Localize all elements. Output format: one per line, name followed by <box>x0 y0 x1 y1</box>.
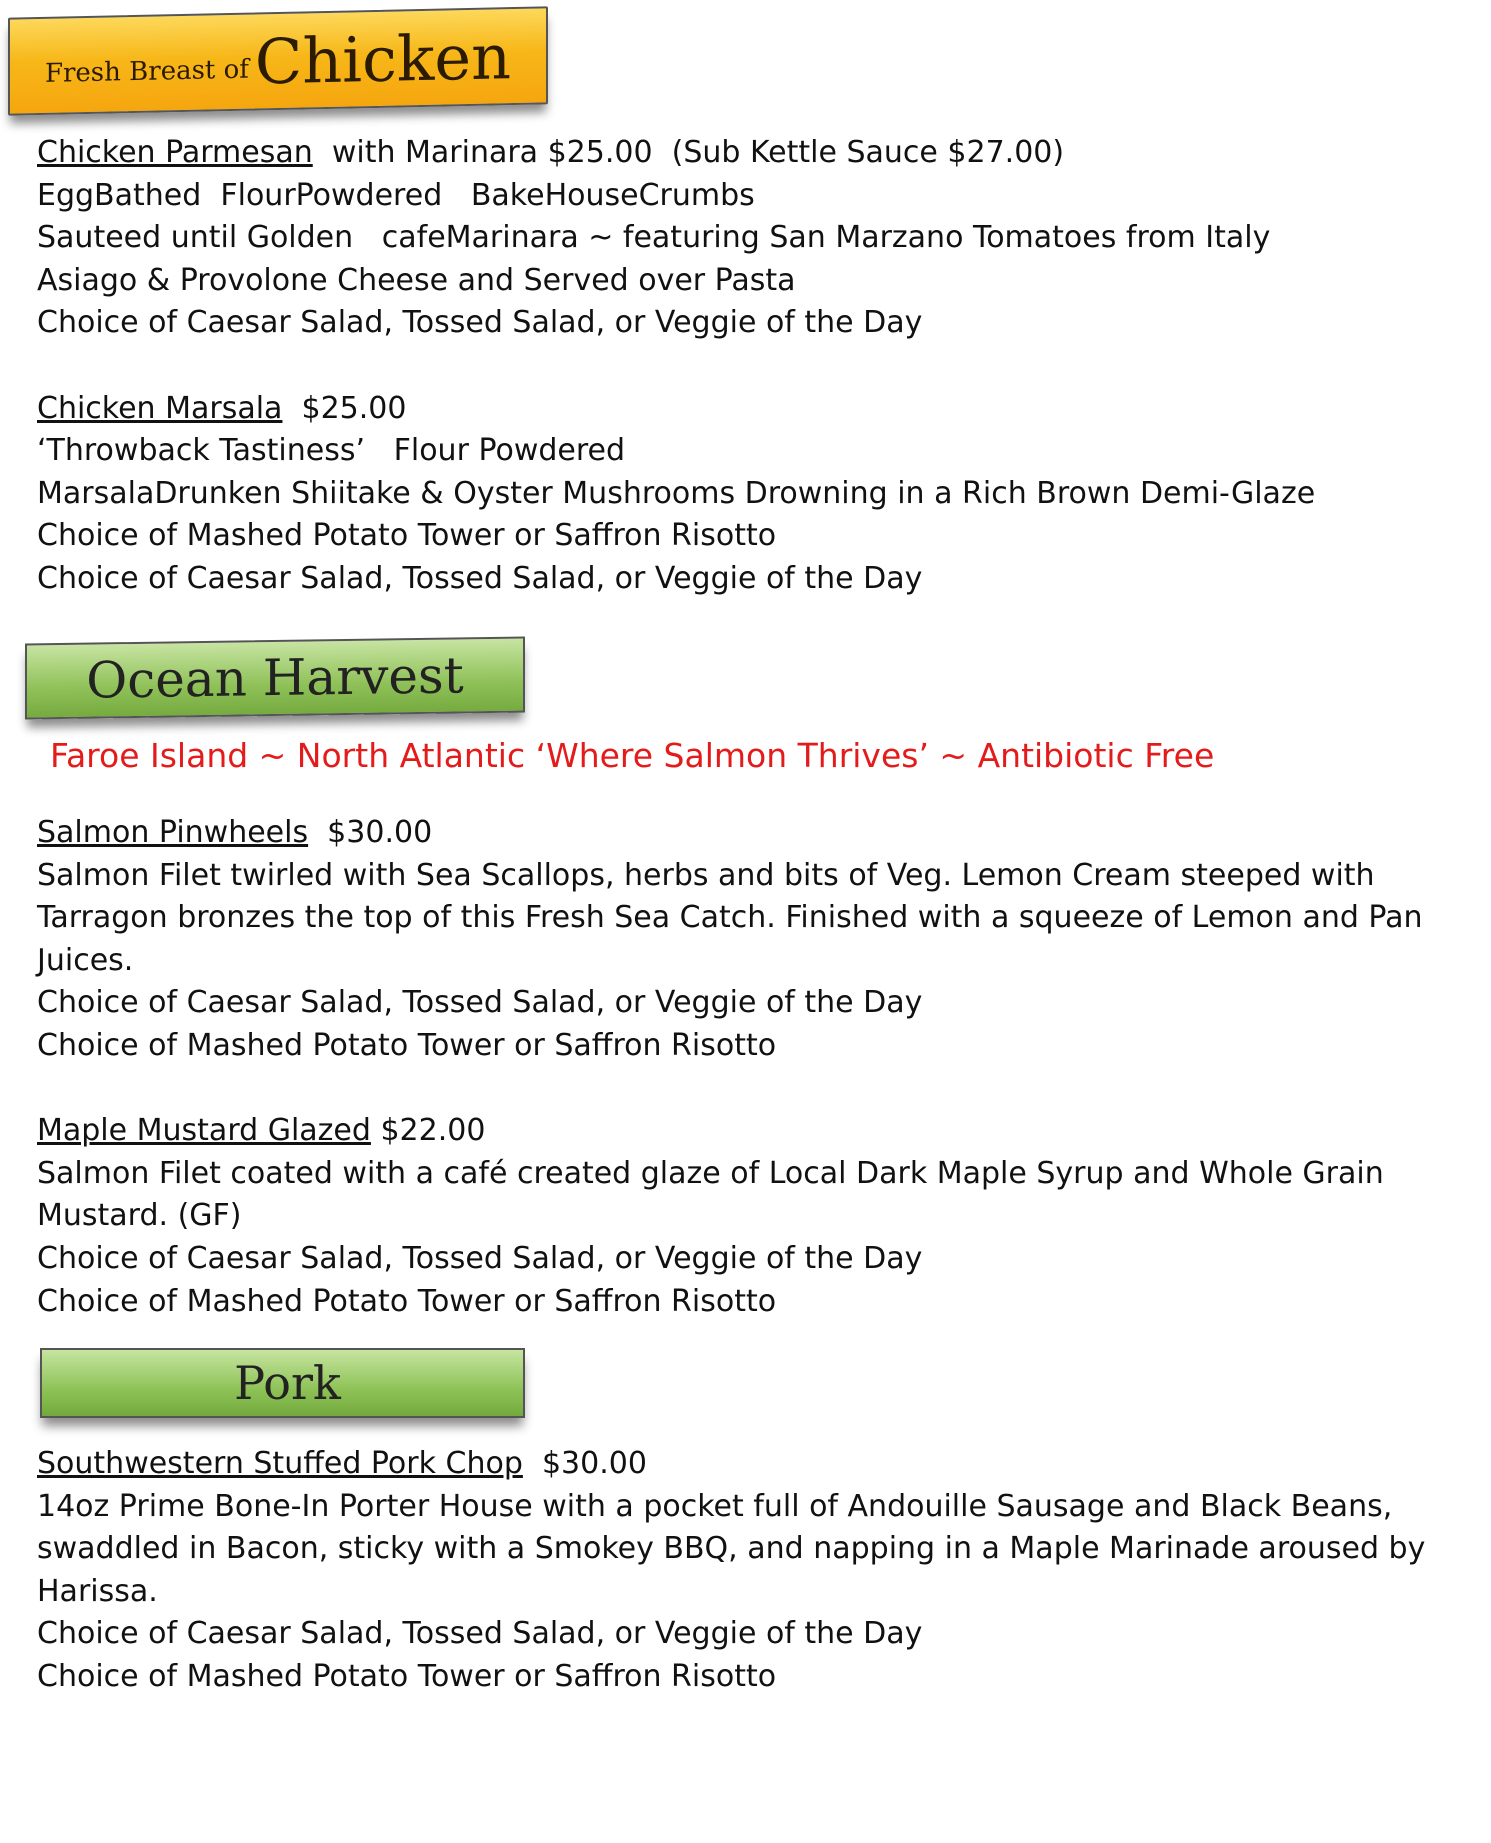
pork-section-banner <box>40 1348 525 1418</box>
item-line: Choice of Caesar Salad, Tossed Salad, or Veggie of the Day <box>37 560 923 596</box>
menu-item-maple-mustard-glazed <box>37 1110 1457 1323</box>
ocean-menu-items <box>37 812 1457 1323</box>
item-line: Choice of Caesar Salad, Tossed Salad, or Veggie of the Day <box>37 1240 923 1276</box>
item-price: $30.00 <box>308 815 433 850</box>
item-name: Salmon Pinwheels <box>37 815 309 850</box>
item-name: Southwestern Stuffed Pork Chop <box>37 1446 523 1481</box>
item-line: Choice of Mashed Potato Tower or Saffron Risotto <box>37 1027 777 1063</box>
item-description: Salmon Filet coated with a café created glaze of Local Dark Maple Syrup and Whole Grain Mustard. (GF) <box>37 1155 1384 1234</box>
item-line: Choice of Mashed Potato Tower or Saffron Risotto <box>37 518 777 554</box>
item-name: Maple Mustard Glazed <box>37 1113 371 1149</box>
item-name: Chicken Parmesan <box>37 135 313 170</box>
item-line: ‘Throwback Tastiness’ Flour Powdered <box>37 433 626 469</box>
ocean-banner-title: Ocean Harvest <box>86 646 464 710</box>
item-price: with Marinara $25.00 (Sub Kettle Sauce $27.00) <box>312 135 1065 170</box>
item-line: Choice of Caesar Salad, Tossed Salad, or Veggie of the Day <box>37 985 923 1021</box>
item-price: $22.00 <box>370 1113 486 1149</box>
item-price: $25.00 <box>282 390 407 426</box>
item-name: Chicken Marsala <box>37 390 283 426</box>
menu-item-chicken-parmesan <box>37 132 1457 345</box>
item-line: Choice of Mashed Potato Tower or Saffron Risotto <box>37 1658 777 1694</box>
menu-item-chicken-marsala <box>37 388 1457 601</box>
ocean-tagline: Faroe Island ~ North Atlantic ‘Where Salmon Thrives’ ~ Antibiotic Free <box>50 736 1215 775</box>
menu-item-southwestern-stuffed-pork-chop <box>37 1443 1457 1699</box>
item-description: 14oz Prime Bone-In Porter House with a pocket full of Andouille Sausage and Black Beans, swaddled in Bacon, sticky with a Smokey BBQ, and napping in a Maple Marinade aroused by Harissa. <box>37 1488 1426 1609</box>
item-line: Choice of Mashed Potato Tower or Saffron Risotto <box>37 1283 777 1319</box>
item-description: Salmon Filet twirled with Sea Scallops, herbs and bits of Veg. Lemon Cream steeped with Tarragon bronzes the top of this Fresh Sea Catch. Finished with a squeeze of Lemon and Pan Juices. <box>37 857 1423 978</box>
item-line: Asiago & Provolone Cheese and Served over Pasta <box>37 262 796 298</box>
item-line: EggBathed FlourPowdered BakeHouseCrumbs <box>37 177 755 213</box>
item-line: Choice of Caesar Salad, Tossed Salad, or Veggie of the Day <box>37 305 923 341</box>
item-line: Choice of Caesar Salad, Tossed Salad, or Veggie of the Day <box>37 1616 923 1652</box>
item-line: MarsalaDrunken Shiitake & Oyster Mushrooms Drowning in a Rich Brown Demi-Glaze <box>37 475 1316 511</box>
item-line: Sauteed until Golden cafeMarinara ~ featuring San Marzano Tomatoes from Italy <box>37 220 1271 256</box>
chicken-banner-subtitle: Fresh Breast of <box>44 54 249 89</box>
pork-banner-title: Pork <box>234 1356 341 1410</box>
item-price: $30.00 <box>522 1446 647 1481</box>
chicken-section-banner <box>8 6 548 115</box>
menu-item-salmon-pinwheels <box>37 812 1457 1068</box>
chicken-banner-title: Chicken <box>254 19 512 98</box>
chicken-menu-items <box>37 132 1457 601</box>
pork-menu-items <box>37 1443 1457 1699</box>
ocean-harvest-section-banner <box>25 637 525 720</box>
